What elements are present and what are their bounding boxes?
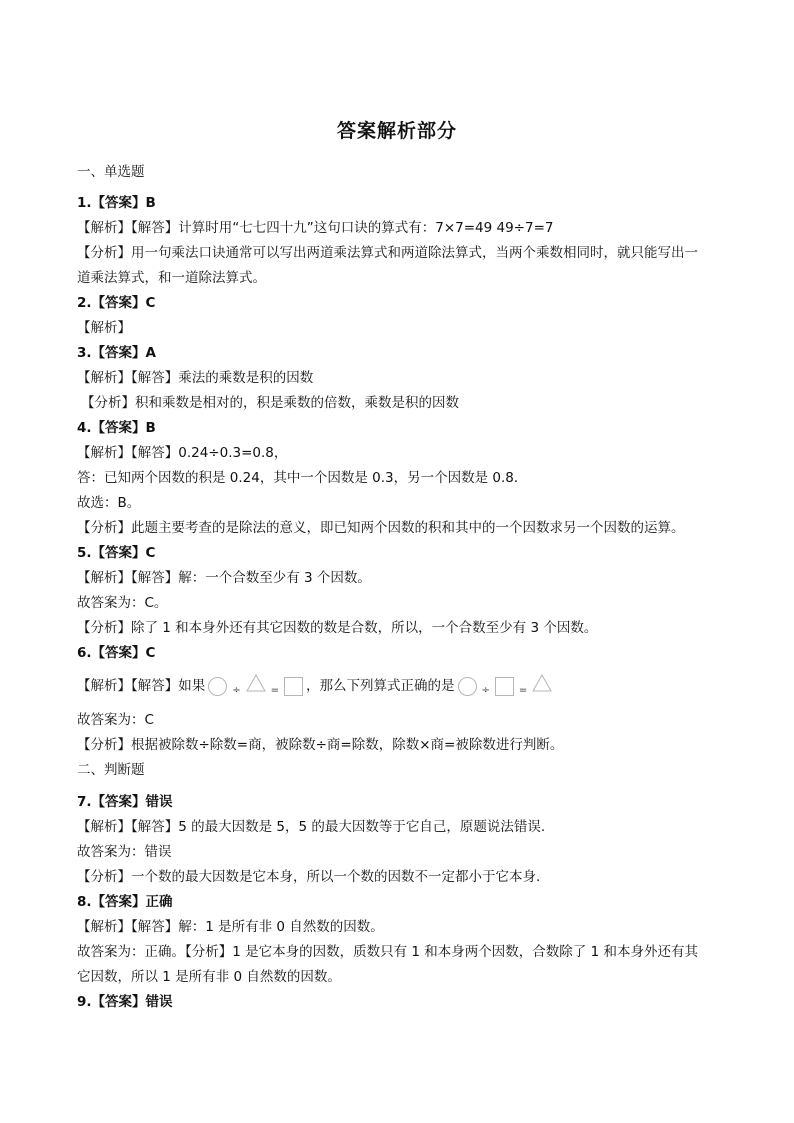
q3-analysis: 【分析】积和乘数是相对的，积是乘数的倍数，乘数是积的因数 xyxy=(81,395,459,411)
triangle-icon xyxy=(532,674,552,698)
q2-explanation: 【解析】 xyxy=(77,320,131,336)
section-heading-true-false: 二、判断题 xyxy=(77,762,145,778)
q5-answer: 5.【答案】C xyxy=(77,545,156,561)
q1-analysis-cont: 道乘法算式，和一道除法算式。 xyxy=(77,270,266,286)
q5-explanation: 【解析】【解答】解：一个合数至少有 3 个因数。 xyxy=(77,570,371,586)
q1-analysis: 【分析】用一句乘法口诀通常可以写出两道乘法算式和两道除法算式，当两个乘数相同时，就只能写出一 xyxy=(77,245,698,261)
triangle-icon xyxy=(246,674,266,698)
q6-result: 故答案为：C xyxy=(77,712,154,728)
q2-answer: 2.【答案】C xyxy=(77,295,156,311)
q9-answer: 9.【答案】错误 xyxy=(77,994,173,1010)
q3-explanation: 【解析】【解答】乘法的乘数是积的因数 xyxy=(77,370,314,386)
circle-icon xyxy=(208,677,227,696)
section-heading-single-choice: 一、单选题 xyxy=(77,164,145,180)
q1-answer: 1.【答案】B xyxy=(77,195,156,211)
square-icon xyxy=(495,677,514,696)
q4-explanation: 【解析】【解答】0.24÷0.3=0.8， xyxy=(77,445,288,461)
q7-answer: 7.【答案】错误 xyxy=(77,794,173,810)
circle-icon xyxy=(458,677,477,696)
q4-reply: 答：已知两个因数的积是 0.24，其中一个因数是 0.3，另一个因数是 0.8． xyxy=(77,470,528,486)
q6-explanation-prefix: 【解析】【解答】如果 xyxy=(77,678,206,694)
q3-answer: 3.【答案】A xyxy=(77,345,156,361)
q6-explanation-middle: ，那么下列算式正确的是 xyxy=(306,678,455,694)
square-icon xyxy=(284,677,303,696)
q4-choice: 故选：B。 xyxy=(77,495,141,511)
q5-result: 故答案为：C。 xyxy=(77,595,168,611)
q7-result: 故答案为：错误 xyxy=(77,844,172,860)
q8-analysis: 故答案为：正确。【分析】1 是它本身的因数，质数只有 1 和本身两个因数，合数除了 1 和本身外还有其 xyxy=(77,944,698,960)
equals-sign: = xyxy=(518,685,528,696)
equals-sign: = xyxy=(270,685,280,696)
q1-explanation: 【解析】【解答】计算时用“七七四十九”这句口诀的算式有：7×7=49 49÷7=7 xyxy=(77,220,554,236)
q7-explanation: 【解析】【解答】5 的最大因数是 5，5 的最大因数等于它自己，原题说法错误. xyxy=(77,819,546,835)
divide-sign: ÷ xyxy=(232,685,241,696)
q8-analysis-cont: 它因数，所以 1 是所有非 0 自然数的因数。 xyxy=(77,969,341,985)
divide-sign: ÷ xyxy=(481,685,490,696)
page-title: 答案解析部分 xyxy=(336,120,457,142)
q8-answer: 8.【答案】正确 xyxy=(77,894,173,910)
q8-explanation: 【解析】【解答】解：1 是所有非 0 自然数的因数。 xyxy=(77,919,384,935)
q7-analysis: 【分析】一个数的最大因数是它本身，所以一个数的因数不一定都小于它本身. xyxy=(77,869,541,885)
q5-analysis: 【分析】除了 1 和本身外还有其它因数的数是合数，所以，一个合数至少有 3 个因数。 xyxy=(77,620,598,636)
q6-analysis: 【分析】根据被除数÷除数=商，被除数÷商=除数，除数×商=被除数进行判断。 xyxy=(77,737,564,753)
q6-answer: 6.【答案】C xyxy=(77,645,156,661)
q4-answer: 4.【答案】B xyxy=(77,420,156,436)
q4-analysis: 【分析】此题主要考查的是除法的意义，即已知两个因数的积和其中的一个因数求另一个因数的运算。 xyxy=(77,520,685,536)
q6-explanation xyxy=(77,674,722,698)
